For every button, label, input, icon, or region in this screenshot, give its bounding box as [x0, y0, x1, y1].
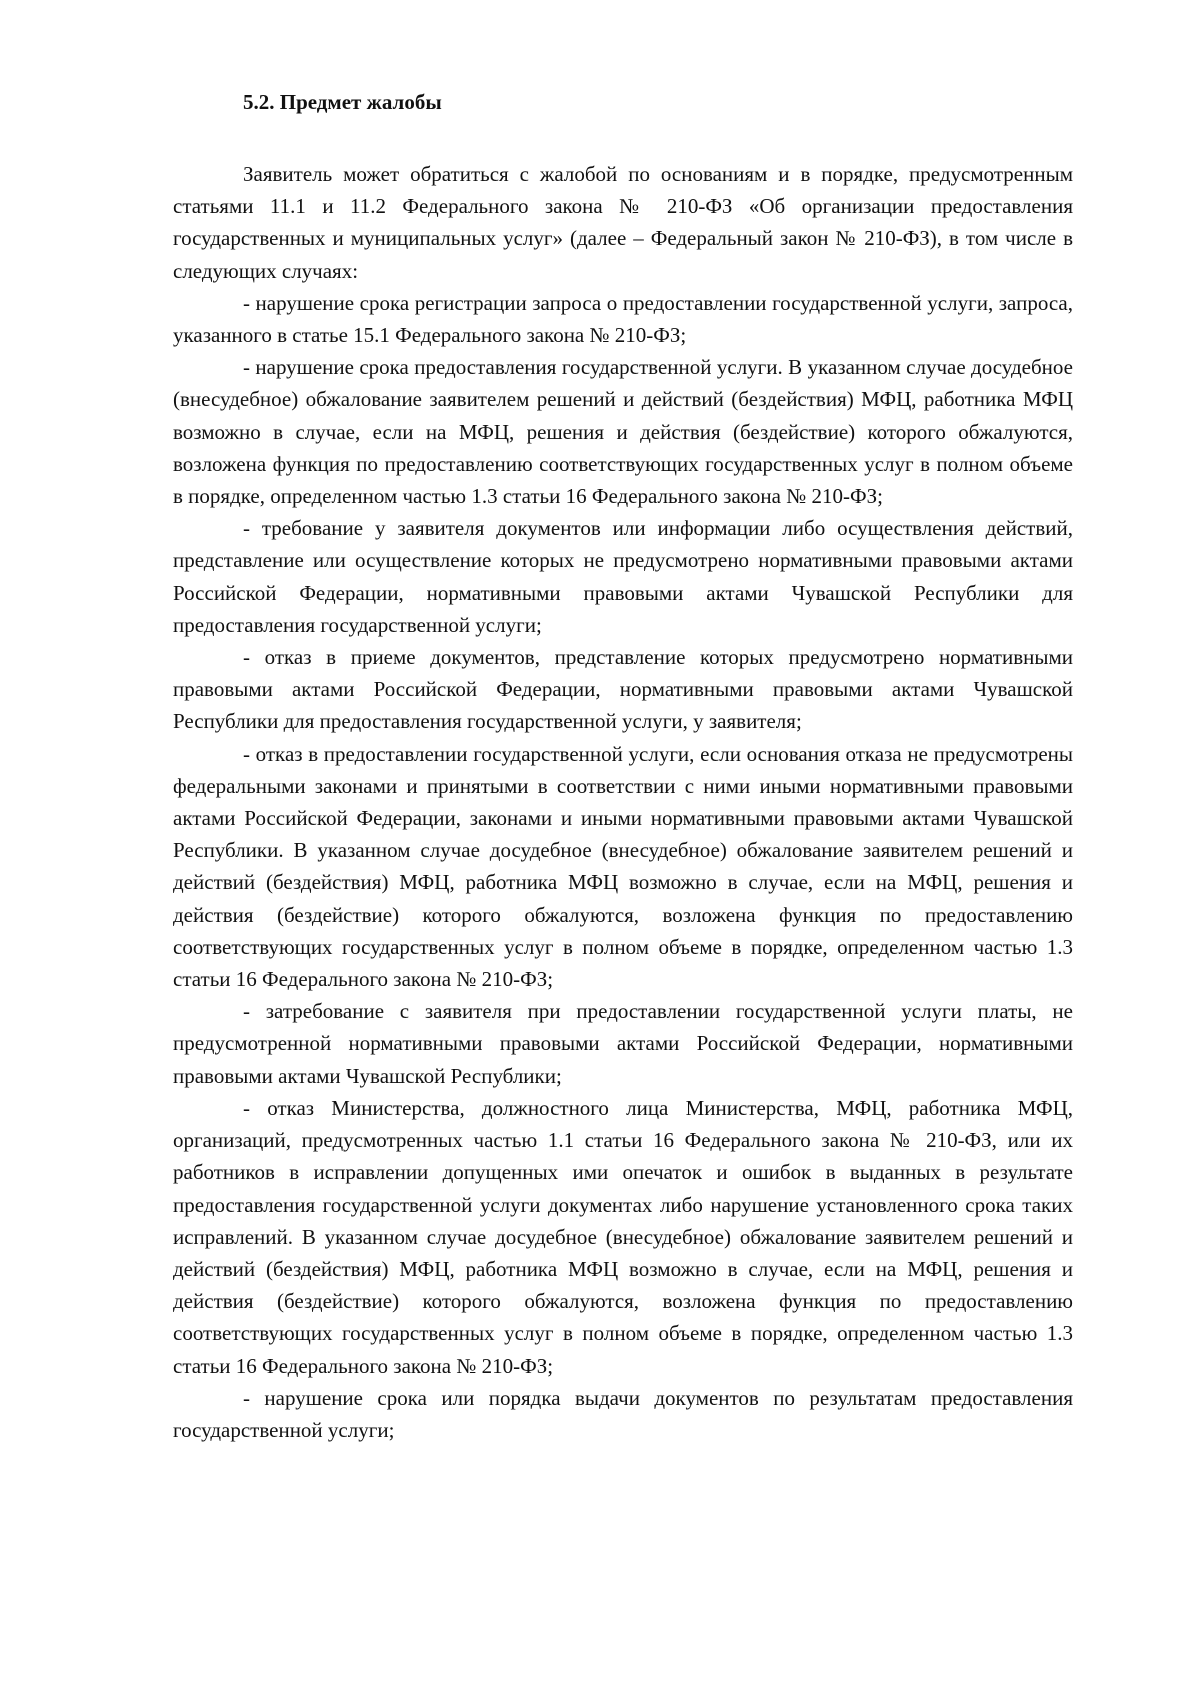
- list-item-service-refusal: - отказ в предоставлении государственной услуги, если основания отказа не предусмотрены федеральными законами и принятыми в соответствии с ними иными нормативными правовыми актами Российской Федерации, законами и иными нормативными правовыми актами Чувашской Республики. В указанном случае досудебное (внесудебное) обжалование заявителем решений и действий (бездействия) МФЦ, работника МФЦ возможно в случае, если на МФЦ, решения и действия (бездействие) которого обжалуются, возложена функция по предоставлению соответствующих государственных услуг в полном объеме в порядке, определенном частью 1.3 статьи 16 Федерального закона № 210-ФЗ;: [173, 741, 1073, 992]
- list-item-registration-term: - нарушение срока регистрации запроса о предоставлении государственной услуги, запроса, указанного в статье 15.1 Федерального закона № 210-ФЗ;: [173, 290, 1073, 348]
- list-item-acceptance-refusal: - отказ в приеме документов, представление которых предусмотрено нормативными правовыми актами Российской Федерации, нормативными правовыми актами Чувашской Республики для предоставления государственной услуги, у заявителя;: [173, 645, 1073, 734]
- document-body: [173, 158, 1073, 1446]
- list-item-service-term: - нарушение срока предоставления государственной услуги. В указанном случае досудебное (внесудебное) обжалование заявителем решений и действий (бездействия) МФЦ, работника МФЦ возможно в случае, если на МФЦ, решения и действия (бездействие) которого обжалуются, возложена функция по предоставлению соответствующих государственных услуг в полном объеме в порядке, определенном частью 1.3 статьи 16 Федерального закона № 210-ФЗ;: [173, 355, 1073, 509]
- intro-paragraph: Заявитель может обратиться с жалобой по основаниям и в порядке, предусмотренным статьями 11.1 и 11.2 Федерального закона № 210-ФЗ «Об организации предоставления государственных и муниципальных услуг» (далее – Федеральный закон № 210-ФЗ), в том числе в следующих случаях:: [173, 162, 1073, 283]
- list-item-fee-demand: - затребование с заявителя при предоставлении государственной услуги платы, не предусмотренной нормативными правовыми актами Российской Федерации, нормативными правовыми актами Чувашской Республики;: [173, 999, 1073, 1088]
- section-heading: 5.2. Предмет жалобы: [243, 90, 442, 114]
- list-item-document-requirement: - требование у заявителя документов или информации либо осуществления действий, представление или осуществление которых не предусмотрено нормативными правовыми актами Российской Федерации, нормативными правовыми актами Чувашской Республики для предоставления государственной услуги;: [173, 516, 1073, 637]
- list-item-correction-refusal: - отказ Министерства, должностного лица Министерства, МФЦ, работника МФЦ, организаций, предусмотренных частью 1.1 статьи 16 Федерального закона № 210-ФЗ, или их работников в исправлении допущенных ими опечаток и ошибок в выданных в результате предоставления государственной услуги документах либо нарушение установленного срока таких исправлений. В указанном случае досудебное (внесудебное) обжалование заявителем решений и действий (бездействия) МФЦ, работника МФЦ возможно в случае, если на МФЦ, решения и действия (бездействие) которого обжалуются, возложена функция по предоставлению соответствующих государственных услуг в полном объеме в порядке, определенном частью 1.3 статьи 16 Федерального закона № 210-ФЗ;: [173, 1095, 1073, 1378]
- list-item-issuance-violation: - нарушение срока или порядка выдачи документов по результатам предоставления государственной услуги;: [173, 1385, 1073, 1442]
